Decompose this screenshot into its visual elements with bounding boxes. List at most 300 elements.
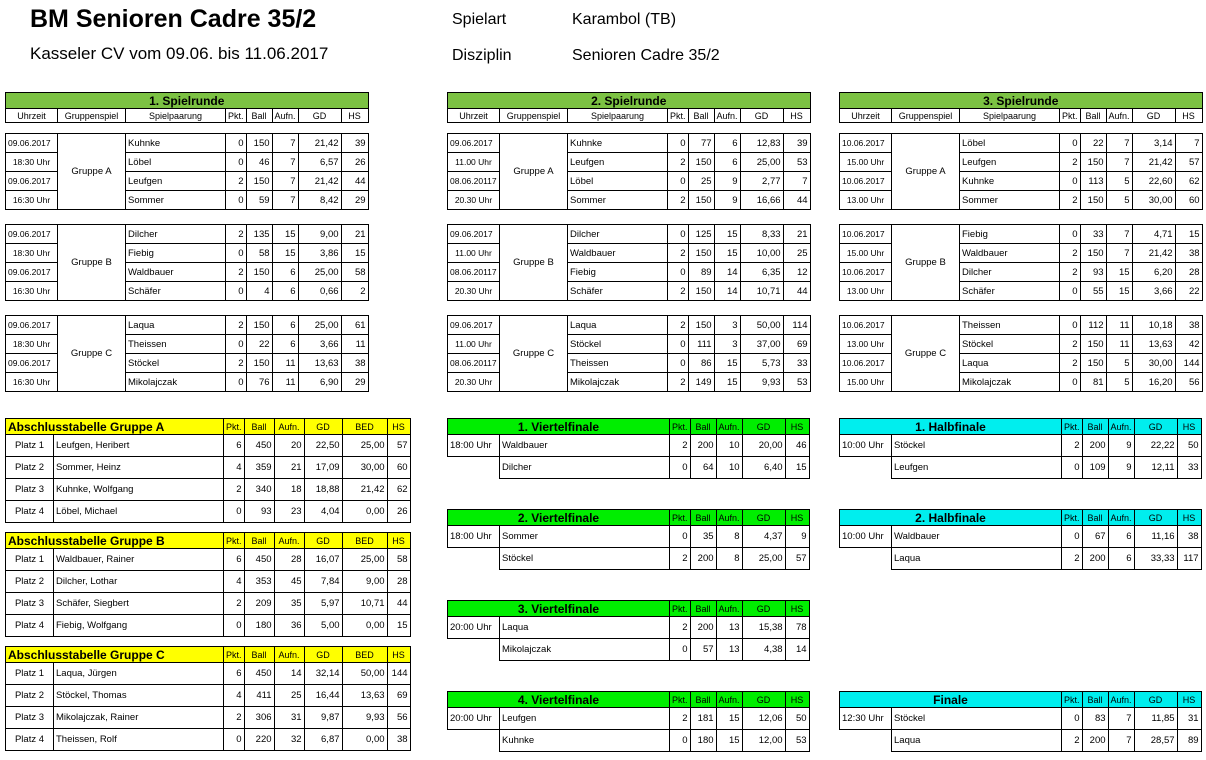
player-name: Waldbauer bbox=[960, 244, 1060, 263]
column-header: Ball bbox=[1082, 419, 1108, 435]
stat-cell: 150 bbox=[246, 172, 272, 191]
column-header: Gruppenspiel bbox=[500, 109, 568, 123]
stat-cell: 150 bbox=[246, 134, 272, 153]
column-header: Aufn. bbox=[274, 419, 304, 435]
column-header: GD bbox=[742, 601, 785, 617]
stat-cell: 8 bbox=[716, 526, 742, 548]
stat-cell: 9 bbox=[714, 172, 740, 191]
round-table bbox=[447, 92, 811, 392]
stat-cell: 50,00 bbox=[342, 663, 387, 685]
column-header: Aufn. bbox=[714, 109, 740, 123]
column-header: Ball bbox=[1082, 692, 1108, 708]
column-header: Pkt. bbox=[670, 419, 691, 435]
match-time: 09.06.2017 bbox=[6, 225, 58, 244]
stat-cell: 0 bbox=[668, 354, 689, 373]
column-header: Aufn. bbox=[274, 533, 304, 549]
column-header: Ball bbox=[688, 109, 714, 123]
stat-cell: 42 bbox=[1175, 335, 1202, 354]
match-time: 16:30 Uhr bbox=[6, 282, 58, 301]
stat-cell: 11 bbox=[1106, 316, 1132, 335]
stat-cell: 0 bbox=[226, 282, 247, 301]
column-header: Uhrzeit bbox=[840, 109, 892, 123]
table-row bbox=[6, 685, 411, 707]
stat-cell: 50 bbox=[1177, 435, 1201, 457]
column-header: GD bbox=[742, 419, 785, 435]
table-row bbox=[6, 571, 411, 593]
stat-cell: 450 bbox=[244, 435, 274, 457]
table-row bbox=[6, 663, 411, 685]
match-time: 18:00 Uhr bbox=[448, 435, 500, 457]
stat-cell: 5,97 bbox=[304, 593, 342, 615]
stat-cell: 11 bbox=[341, 335, 368, 354]
match-time: 08.06.20117 bbox=[448, 354, 500, 373]
stat-cell: 15 bbox=[1175, 225, 1202, 244]
stat-cell: 6 bbox=[224, 549, 245, 571]
stat-cell: 0 bbox=[1060, 134, 1081, 153]
column-header: HS bbox=[1177, 510, 1201, 526]
stat-cell: 21,42 bbox=[1132, 153, 1175, 172]
stat-cell: 0 bbox=[224, 729, 245, 751]
stat-cell: 22 bbox=[1080, 134, 1106, 153]
column-header: Ball bbox=[1082, 510, 1108, 526]
stat-cell: 15 bbox=[714, 244, 740, 263]
player-name: Mikolajczak bbox=[960, 373, 1060, 392]
page-title: BM Senioren Cadre 35/2 bbox=[30, 5, 317, 33]
player-name: Schäfer bbox=[568, 282, 668, 301]
empty-cell bbox=[840, 457, 892, 479]
table-row bbox=[840, 548, 1202, 570]
table-row bbox=[448, 457, 810, 479]
stat-cell: 21,42 bbox=[1132, 244, 1175, 263]
player-name: Kuhnke, Wolfgang bbox=[54, 479, 224, 501]
column-header: Uhrzeit bbox=[448, 109, 500, 123]
player-name: Theissen bbox=[568, 354, 668, 373]
stat-cell: 58 bbox=[246, 244, 272, 263]
stat-cell: 113 bbox=[1080, 172, 1106, 191]
stat-cell: 180 bbox=[690, 730, 716, 752]
stat-cell: 13,63 bbox=[1132, 335, 1175, 354]
ko-table bbox=[839, 418, 1202, 479]
stat-cell: 5 bbox=[1106, 354, 1132, 373]
match-time: 08.06.20117 bbox=[448, 172, 500, 191]
ko-table bbox=[447, 418, 810, 479]
column-header: Aufn. bbox=[716, 692, 742, 708]
table-row bbox=[840, 730, 1202, 752]
stat-cell: 22,60 bbox=[1132, 172, 1175, 191]
stat-cell: 28,57 bbox=[1134, 730, 1177, 752]
stat-cell: 2 bbox=[226, 263, 247, 282]
stat-cell: 20,00 bbox=[742, 435, 785, 457]
column-header: HS bbox=[1177, 692, 1201, 708]
stat-cell: 200 bbox=[1082, 730, 1108, 752]
stat-cell: 5 bbox=[1106, 191, 1132, 210]
stat-cell: 7 bbox=[272, 134, 298, 153]
table-row bbox=[6, 615, 411, 637]
match-time: 09.06.2017 bbox=[6, 134, 58, 153]
stat-cell: 33 bbox=[1080, 225, 1106, 244]
match-time: 20.30 Uhr bbox=[448, 373, 500, 392]
stat-cell: 25 bbox=[783, 244, 810, 263]
column-header: Aufn. bbox=[1108, 692, 1134, 708]
player-name: Laqua, Jürgen bbox=[54, 663, 224, 685]
column-header: GD bbox=[1134, 510, 1177, 526]
table-row bbox=[448, 708, 810, 730]
stat-cell: 6 bbox=[272, 335, 298, 354]
column-header: Ball bbox=[690, 419, 716, 435]
stat-cell: Platz 2 bbox=[6, 457, 54, 479]
ko-title: 3. Viertelfinale bbox=[448, 601, 670, 617]
table-row bbox=[448, 617, 810, 639]
column-header: GD bbox=[1132, 109, 1175, 123]
stat-cell: 5 bbox=[1106, 373, 1132, 392]
column-header: Pkt. bbox=[670, 510, 691, 526]
match-time: 09.06.2017 bbox=[448, 134, 500, 153]
stat-cell: 200 bbox=[1082, 548, 1108, 570]
table-row bbox=[840, 526, 1202, 548]
ko-title: 2. Viertelfinale bbox=[448, 510, 670, 526]
match-time: 11.00 Uhr bbox=[448, 335, 500, 354]
ko-title: 1. Halbfinale bbox=[840, 419, 1062, 435]
stat-cell: 57 bbox=[387, 435, 410, 457]
column-header: HS bbox=[1175, 109, 1202, 123]
stat-cell: 150 bbox=[1080, 153, 1106, 172]
stat-cell: 3,66 bbox=[1132, 282, 1175, 301]
column-header: Gruppenspiel bbox=[58, 109, 126, 123]
stat-cell: 2 bbox=[1060, 153, 1081, 172]
stat-cell: 359 bbox=[244, 457, 274, 479]
stat-cell: 8,33 bbox=[740, 225, 783, 244]
stat-cell: 29 bbox=[341, 373, 368, 392]
stat-cell: 46 bbox=[246, 153, 272, 172]
stat-cell: 11 bbox=[1106, 335, 1132, 354]
stat-cell: 37,00 bbox=[740, 335, 783, 354]
stat-cell: 200 bbox=[690, 617, 716, 639]
player-name: Laqua bbox=[892, 548, 1062, 570]
stat-cell: 200 bbox=[1082, 435, 1108, 457]
stat-cell: 62 bbox=[1175, 172, 1202, 191]
ko-title: Finale bbox=[840, 692, 1062, 708]
player-name: Theissen bbox=[960, 316, 1060, 335]
stat-cell: 39 bbox=[341, 134, 368, 153]
round-title: 3. Spielrunde bbox=[840, 93, 1203, 109]
stat-cell: 57 bbox=[785, 548, 809, 570]
stat-cell: 25,00 bbox=[740, 153, 783, 172]
stat-cell: 2 bbox=[670, 708, 691, 730]
stat-cell: 36 bbox=[274, 615, 304, 637]
player-name: Stöckel bbox=[126, 354, 226, 373]
stat-cell: 93 bbox=[1080, 263, 1106, 282]
stat-cell: 58 bbox=[387, 549, 410, 571]
stat-cell: 21,42 bbox=[298, 134, 341, 153]
stat-cell: 150 bbox=[688, 153, 714, 172]
stat-cell: 0 bbox=[670, 457, 691, 479]
ko-title: 1. Viertelfinale bbox=[448, 419, 670, 435]
player-name: Stöckel bbox=[892, 435, 1062, 457]
column-header: GD bbox=[304, 533, 342, 549]
stat-cell: 4 bbox=[224, 457, 245, 479]
stat-cell: 53 bbox=[785, 730, 809, 752]
player-name: Sommer bbox=[568, 191, 668, 210]
stat-cell: 2 bbox=[668, 191, 689, 210]
player-name: Dilcher bbox=[960, 263, 1060, 282]
stat-cell: 11,85 bbox=[1134, 708, 1177, 730]
standings-title: Abschlusstabelle Gruppe A bbox=[6, 419, 224, 435]
table-row bbox=[6, 435, 411, 457]
stat-cell: 38 bbox=[1175, 316, 1202, 335]
group-name: Gruppe C bbox=[58, 316, 126, 392]
column-header: Ball bbox=[690, 601, 716, 617]
column-header: GD bbox=[304, 647, 342, 663]
stat-cell: 150 bbox=[1080, 335, 1106, 354]
stat-cell: 149 bbox=[688, 373, 714, 392]
match-time: 09.06.2017 bbox=[6, 172, 58, 191]
column-header: Spielpaarung bbox=[568, 109, 668, 123]
stat-cell: 9 bbox=[1108, 435, 1134, 457]
stat-cell: 0,00 bbox=[342, 501, 387, 523]
stat-cell: 2 bbox=[670, 548, 691, 570]
stat-cell: 0 bbox=[670, 526, 691, 548]
column-header: HS bbox=[785, 601, 809, 617]
match-time: 09.06.2017 bbox=[6, 316, 58, 335]
empty-cell bbox=[840, 548, 892, 570]
player-name: Fiebig bbox=[960, 225, 1060, 244]
stat-cell: 7,84 bbox=[304, 571, 342, 593]
stat-cell: 2 bbox=[1060, 191, 1081, 210]
stat-cell: 2 bbox=[226, 354, 247, 373]
match-time: 18:30 Uhr bbox=[6, 153, 58, 172]
table-row bbox=[448, 730, 810, 752]
stat-cell: Platz 3 bbox=[6, 707, 54, 729]
stat-cell: 69 bbox=[783, 335, 810, 354]
stat-cell: 76 bbox=[246, 373, 272, 392]
column-header: HS bbox=[387, 419, 410, 435]
player-name: Leufgen, Heribert bbox=[54, 435, 224, 457]
stat-cell: 4,38 bbox=[742, 639, 785, 661]
stat-cell: 450 bbox=[244, 549, 274, 571]
column-header: GD bbox=[742, 692, 785, 708]
round-title: 2. Spielrunde bbox=[448, 93, 811, 109]
stat-cell: 67 bbox=[1082, 526, 1108, 548]
stat-cell: 83 bbox=[1082, 708, 1108, 730]
column-header: Pkt. bbox=[670, 692, 691, 708]
stat-cell: 45 bbox=[274, 571, 304, 593]
stat-cell: 144 bbox=[1175, 354, 1202, 373]
stat-cell: 25 bbox=[688, 172, 714, 191]
stat-cell: 2 bbox=[1060, 335, 1081, 354]
match-time: 08.06.20117 bbox=[448, 263, 500, 282]
stat-cell: 0,66 bbox=[298, 282, 341, 301]
stat-cell: 10,00 bbox=[740, 244, 783, 263]
stat-cell: 209 bbox=[244, 593, 274, 615]
match-time: 11.00 Uhr bbox=[448, 244, 500, 263]
stat-cell: 44 bbox=[387, 593, 410, 615]
stat-cell: 22 bbox=[1175, 282, 1202, 301]
stat-cell: 5,00 bbox=[304, 615, 342, 637]
player-name: Theissen, Rolf bbox=[54, 729, 224, 751]
stat-cell: 220 bbox=[244, 729, 274, 751]
match-time: 13.00 Uhr bbox=[840, 191, 892, 210]
stat-cell: Platz 2 bbox=[6, 571, 54, 593]
stat-cell: 11 bbox=[272, 354, 298, 373]
stat-cell: 13,63 bbox=[298, 354, 341, 373]
stat-cell: 9 bbox=[714, 191, 740, 210]
stat-cell: 10,71 bbox=[342, 593, 387, 615]
stat-cell: 0 bbox=[668, 335, 689, 354]
table-row bbox=[448, 225, 811, 244]
player-name: Laqua bbox=[126, 316, 226, 335]
stat-cell: 180 bbox=[244, 615, 274, 637]
stat-cell: 86 bbox=[688, 354, 714, 373]
stat-cell: 7 bbox=[1108, 730, 1134, 752]
stat-cell: 4 bbox=[224, 571, 245, 593]
ko-table bbox=[839, 509, 1202, 570]
stat-cell: 22,22 bbox=[1134, 435, 1177, 457]
stat-cell: 16,66 bbox=[740, 191, 783, 210]
match-time: 20.30 Uhr bbox=[448, 191, 500, 210]
stat-cell: 6 bbox=[224, 435, 245, 457]
stat-cell: 20 bbox=[274, 435, 304, 457]
stat-cell: 81 bbox=[1080, 373, 1106, 392]
table-row bbox=[448, 316, 811, 335]
ko-title: 4. Viertelfinale bbox=[448, 692, 670, 708]
player-name: Waldbauer bbox=[126, 263, 226, 282]
stat-cell: 15 bbox=[714, 373, 740, 392]
stat-cell: 30,00 bbox=[1132, 191, 1175, 210]
ko-table bbox=[447, 691, 810, 752]
stat-cell: 3,66 bbox=[298, 335, 341, 354]
match-time: 16:30 Uhr bbox=[6, 373, 58, 392]
stat-cell: 2 bbox=[224, 593, 245, 615]
player-name: Stöckel bbox=[500, 548, 670, 570]
table-row bbox=[6, 225, 369, 244]
stat-cell: 6,90 bbox=[298, 373, 341, 392]
stat-cell: Platz 2 bbox=[6, 685, 54, 707]
player-name: Fiebig bbox=[126, 244, 226, 263]
stat-cell: 0 bbox=[1062, 526, 1083, 548]
empty-cell bbox=[448, 457, 500, 479]
stat-cell: 0 bbox=[1060, 172, 1081, 191]
table-row bbox=[448, 134, 811, 153]
stat-cell: 18,88 bbox=[304, 479, 342, 501]
stat-cell: 2 bbox=[668, 244, 689, 263]
stat-cell: 2 bbox=[341, 282, 368, 301]
player-name: Schäfer, Siegbert bbox=[54, 593, 224, 615]
column-header: Ball bbox=[244, 647, 274, 663]
stat-cell: 38 bbox=[387, 729, 410, 751]
stat-cell: 0 bbox=[1062, 457, 1083, 479]
stat-cell: 53 bbox=[783, 153, 810, 172]
round-table bbox=[5, 92, 369, 392]
table-row bbox=[6, 457, 411, 479]
stat-cell: 57 bbox=[1175, 153, 1202, 172]
stat-cell: 9 bbox=[785, 526, 809, 548]
stat-cell: 2 bbox=[1062, 730, 1083, 752]
column-header: HS bbox=[783, 109, 810, 123]
player-name: Leufgen bbox=[500, 708, 670, 730]
stat-cell: 33,33 bbox=[1134, 548, 1177, 570]
table-row bbox=[448, 639, 810, 661]
stat-cell: 50,00 bbox=[740, 316, 783, 335]
table-row bbox=[840, 708, 1202, 730]
stat-cell: 15 bbox=[341, 244, 368, 263]
stat-cell: 2 bbox=[670, 435, 691, 457]
stat-cell: 30,00 bbox=[342, 457, 387, 479]
stat-cell: 25,00 bbox=[342, 549, 387, 571]
stat-cell: 2 bbox=[226, 225, 247, 244]
round-title: 1. Spielrunde bbox=[6, 93, 369, 109]
column-header: Pkt. bbox=[224, 533, 245, 549]
match-time: 15.00 Uhr bbox=[840, 244, 892, 263]
standings-title: Abschlusstabelle Gruppe B bbox=[6, 533, 224, 549]
stat-cell: 6 bbox=[714, 153, 740, 172]
stat-cell: 135 bbox=[246, 225, 272, 244]
stat-cell: 10 bbox=[716, 435, 742, 457]
stat-cell: 0 bbox=[226, 153, 247, 172]
stat-cell: 3,86 bbox=[298, 244, 341, 263]
stat-cell: 15 bbox=[272, 244, 298, 263]
stat-cell: 7 bbox=[1106, 225, 1132, 244]
player-name: Leufgen bbox=[960, 153, 1060, 172]
group-name: Gruppe B bbox=[58, 225, 126, 301]
round-table bbox=[839, 92, 1203, 392]
player-name: Schäfer bbox=[960, 282, 1060, 301]
stat-cell: 306 bbox=[244, 707, 274, 729]
stat-cell: 60 bbox=[387, 457, 410, 479]
stat-cell: 0 bbox=[224, 501, 245, 523]
ko-title: 2. Halbfinale bbox=[840, 510, 1062, 526]
stat-cell: 2 bbox=[1062, 435, 1083, 457]
stat-cell: 25,00 bbox=[298, 316, 341, 335]
stat-cell: 35 bbox=[274, 593, 304, 615]
stat-cell: 0 bbox=[224, 615, 245, 637]
column-header: Pkt. bbox=[226, 109, 247, 123]
player-name: Kuhnke bbox=[500, 730, 670, 752]
match-time: 10:00 Uhr bbox=[840, 526, 892, 548]
stat-cell: 60 bbox=[1175, 191, 1202, 210]
stat-cell: 112 bbox=[1080, 316, 1106, 335]
column-header: Spielpaarung bbox=[126, 109, 226, 123]
match-time: 11.00 Uhr bbox=[448, 153, 500, 172]
stat-cell: 5,73 bbox=[740, 354, 783, 373]
player-name: Stöckel bbox=[960, 335, 1060, 354]
stat-cell: 26 bbox=[341, 153, 368, 172]
stat-cell: 0 bbox=[1062, 708, 1083, 730]
stat-cell: 6,35 bbox=[740, 263, 783, 282]
table-row bbox=[6, 707, 411, 729]
column-header: Aufn. bbox=[1108, 510, 1134, 526]
match-time: 13.00 Uhr bbox=[840, 335, 892, 354]
column-header: Ball bbox=[690, 510, 716, 526]
player-name: Leufgen bbox=[568, 153, 668, 172]
player-name: Kuhnke bbox=[568, 134, 668, 153]
stat-cell: 15 bbox=[716, 708, 742, 730]
match-time: 09.06.2017 bbox=[448, 316, 500, 335]
ko-table bbox=[447, 509, 810, 570]
stat-cell: 125 bbox=[688, 225, 714, 244]
group-name: Gruppe A bbox=[892, 134, 960, 210]
player-name: Waldbauer bbox=[892, 526, 1062, 548]
stat-cell: 2 bbox=[1060, 244, 1081, 263]
stat-cell: 150 bbox=[688, 316, 714, 335]
match-time: 10.06.2017 bbox=[840, 354, 892, 373]
player-name: Waldbauer bbox=[568, 244, 668, 263]
player-name: Mikolajczak bbox=[500, 639, 670, 661]
stat-cell: 12 bbox=[783, 263, 810, 282]
stat-cell: 117 bbox=[1177, 548, 1201, 570]
column-header: BED bbox=[342, 533, 387, 549]
disziplin-value: Senioren Cadre 35/2 bbox=[572, 47, 720, 64]
stat-cell: 93 bbox=[244, 501, 274, 523]
